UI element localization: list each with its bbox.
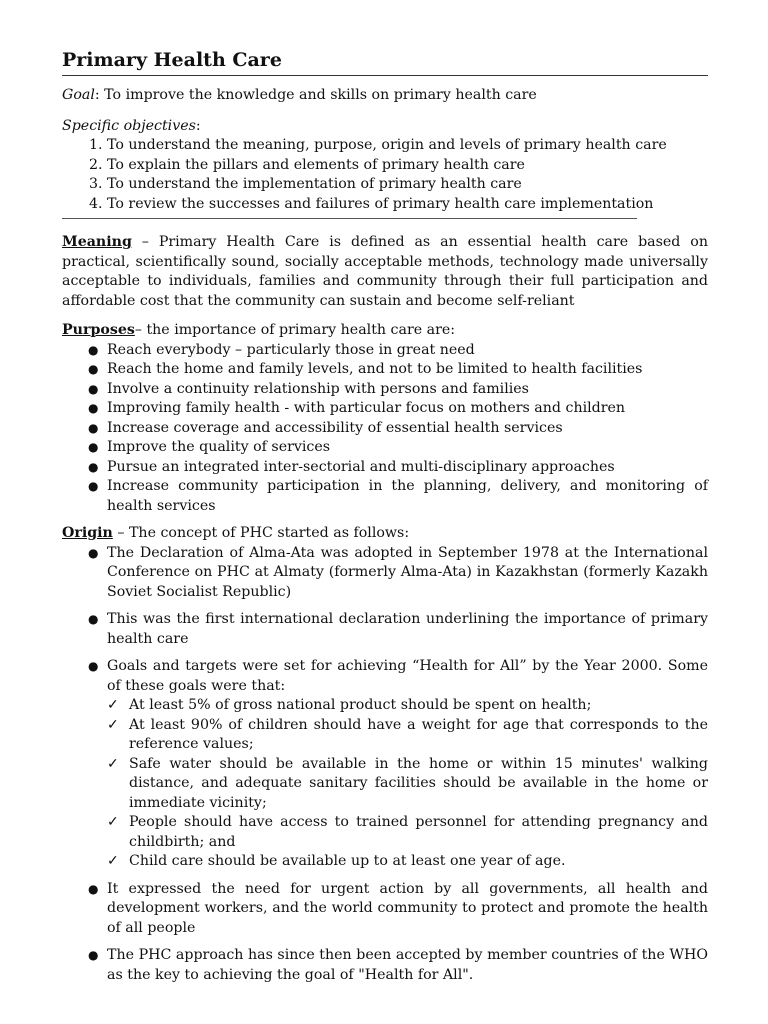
list-item-text: Improve the quality of services — [107, 439, 331, 455]
document-page — [62, 48, 708, 993]
purposes-heading — [62, 321, 708, 341]
bullet-icon: ● — [88, 342, 99, 357]
bullet-icon: ● — [88, 881, 99, 896]
checklist-item — [107, 716, 708, 755]
bullet-icon: ● — [88, 362, 99, 376]
list-item — [88, 946, 708, 985]
checkmark-icon: ✓ — [107, 853, 119, 869]
list-item — [88, 419, 708, 439]
checkmark-icon: ✓ — [107, 716, 119, 733]
checklist-item — [107, 813, 708, 852]
list-item-text: This was the first international declaration underlining the importance of primary health care — [107, 611, 708, 647]
origin-heading — [62, 524, 708, 544]
checkmark-icon: ✓ — [107, 697, 119, 713]
objective-item: 2. To explain the pillars and elements of primary health care — [107, 156, 708, 176]
purposes-section — [62, 321, 708, 516]
meaning-text: – Primary Health Care is defined as an essential health care based on practical, scientifically sound, socially acceptable methods, technology made universally acceptable to individuals, families and community through their full participation and affordable cost that the community can sustain and become self-reliant — [62, 234, 708, 309]
origin-list — [62, 544, 708, 986]
objectives-section — [62, 117, 708, 215]
bullet-icon: ● — [88, 440, 99, 454]
bullet-icon: ● — [88, 381, 99, 396]
purposes-list — [62, 341, 708, 517]
list-item-text: Reach the home and family levels, and not to be limited to health facilities — [107, 361, 643, 377]
list-item — [88, 610, 708, 649]
list-item — [88, 360, 708, 380]
bullet-icon: ● — [88, 545, 99, 560]
bullet-icon: ● — [88, 479, 99, 493]
goal-text: : To improve the knowledge and skills on primary health care — [94, 87, 537, 103]
list-item-text: Increase community participation in the planning, delivery, and monitoring of health services — [107, 478, 708, 514]
checklist-item-text: People should have access to trained personnel for attending pregnancy and childbirth; and — [129, 814, 708, 850]
objective-item: 1. To understand the meaning, purpose, origin and levels of primary health care — [107, 136, 708, 156]
checkmark-icon: ✓ — [107, 814, 119, 830]
meaning-term: Meaning — [62, 234, 132, 250]
origin-intro: – The concept of PHC started as follows: — [112, 525, 410, 541]
goal-statement — [62, 86, 708, 106]
checklist-item-text: At least 90% of children should have a weight for age that corresponds to the reference values; — [129, 716, 708, 752]
checklist-item-text: At least 5% of gross national product should be spent on health; — [129, 697, 592, 713]
list-item-text: It expressed the need for urgent action by all governments, all health and development workers, and the world community to protect and promote the health of all people — [107, 880, 708, 936]
list-item — [88, 399, 708, 419]
list-item-text: The PHC approach has since then been accepted by member countries of the WHO as the key to achieving the goal of "Health for All". — [107, 947, 708, 983]
checklist-item-text: Child care should be available up to at least one year of age. — [129, 853, 566, 869]
meaning-paragraph — [62, 233, 708, 311]
objective-item: 3. To understand the implementation of primary health care — [107, 175, 708, 195]
bullet-icon: ● — [88, 459, 99, 474]
list-item — [88, 477, 708, 516]
bullet-icon: ● — [88, 948, 99, 962]
purposes-term: Purposes — [62, 322, 135, 338]
list-item — [88, 438, 708, 458]
objectives-colon: : — [195, 117, 201, 134]
origin-section — [62, 524, 708, 985]
objectives-heading — [62, 117, 708, 137]
page-title: Primary Health Care — [62, 48, 708, 76]
list-item-text: Involve a continuity relationship with persons and families — [107, 380, 529, 397]
list-item — [88, 380, 708, 400]
bullet-icon: ● — [88, 420, 99, 435]
objective-item: 4. To review the successes and failures of primary health care implementation — [107, 195, 708, 215]
goals-checklist — [107, 696, 708, 872]
checkmark-icon: ✓ — [107, 755, 119, 772]
list-item-text: Goals and targets were set for achieving “Health for All” by the Year 2000. Some of these goals were that: — [107, 658, 708, 694]
bullet-icon: ● — [88, 659, 99, 673]
checklist-item — [107, 755, 708, 814]
list-item — [88, 657, 708, 872]
checklist-item — [107, 696, 708, 716]
list-item-text: Reach everybody – particularly those in great need — [107, 341, 475, 358]
list-item-text: Pursue an integrated inter-sectorial and multi-disciplinary approaches — [107, 458, 615, 475]
list-item — [88, 544, 708, 603]
list-item — [88, 458, 708, 478]
purposes-intro: – the importance of primary health care are: — [134, 322, 456, 338]
checklist-item-text: Safe water should be available in the home or within 15 minutes' walking distance, and adequate sanitary facilities should be available in the home or immediate vicinity; — [129, 755, 708, 811]
list-item-text: Increase coverage and accessibility of essential health services — [107, 419, 563, 436]
checklist-item — [107, 852, 708, 872]
section-divider — [62, 218, 637, 219]
bullet-icon: ● — [88, 612, 99, 626]
objectives-list — [62, 136, 708, 214]
objectives-label: Specific objectives — [62, 117, 196, 134]
goal-label: Goal — [62, 87, 95, 103]
bullet-icon: ● — [88, 401, 99, 415]
list-item — [88, 880, 708, 939]
origin-term: Origin — [62, 525, 113, 541]
list-item — [88, 341, 708, 361]
list-item-text: The Declaration of Alma-Ata was adopted in September 1978 at the International Conference on PHC at Almaty (formerly Alma-Ata) in Kazakhstan (formerly Kazakh Soviet Socialist Republic) — [107, 544, 708, 600]
list-item-text: Improving family health - with particular focus on mothers and children — [107, 400, 626, 416]
